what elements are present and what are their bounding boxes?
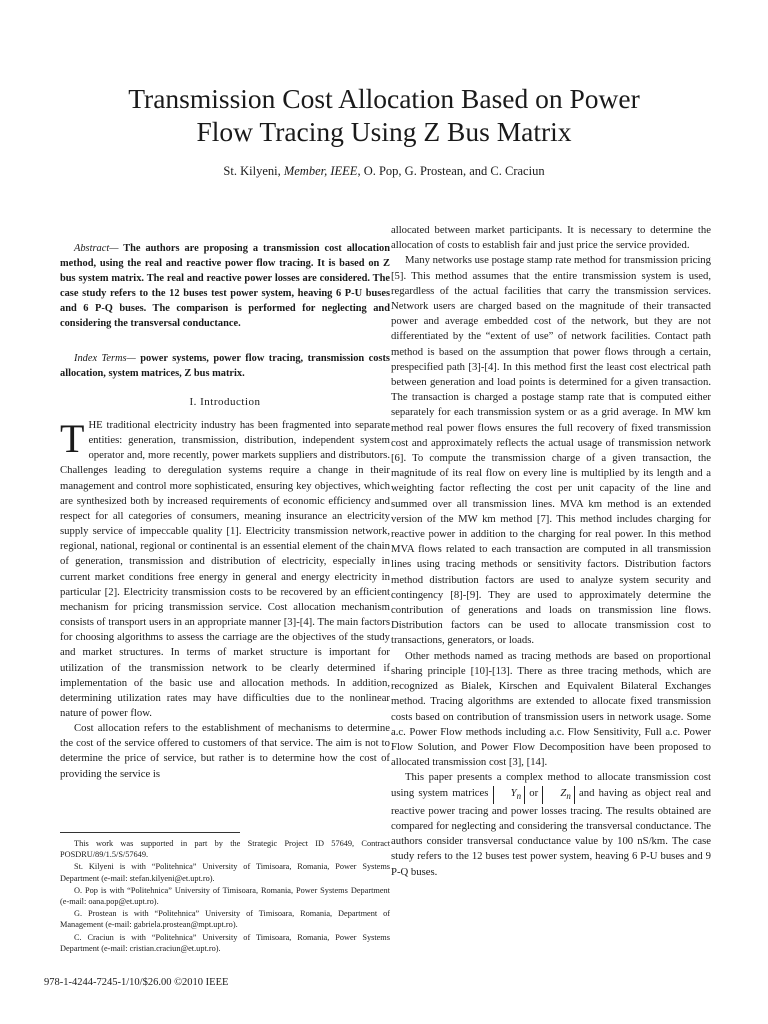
matrix-z-symbol bbox=[542, 786, 574, 804]
abstract bbox=[60, 242, 390, 331]
index-terms-label: Index Terms— bbox=[74, 353, 136, 364]
right-paragraph-3-or: or bbox=[525, 786, 543, 799]
matrix-y-symbol bbox=[493, 786, 525, 804]
authors-pre: St. Kilyeni, bbox=[223, 164, 284, 178]
intro-paragraph-1-text: HE traditional electricity industry has been fragmented into separate entities: generation, transmission, distribution, independent system operator and, more recently, power markets suppliers and distributors. Challenges leading to deregulation systems require a change in their management and control more sophisticated, ensuring key objectives, which are synthesized both by increased requirements of economic efficiency and respect for all categories of consumers, meaning insurance an electricity supply service of impeccable quality [1]. Electricity transmission network, regional, national, regional or continental is an essential element of the chain of generation, transmission and distribution of electricity, especially in current market conditions free energy in general and energy electricity in particular [2]. Electricity transmission costs to be recovered by an efficient mechanism for pricing transmission service. Cost allocation mechanism consists of transport users in an appropriate manner [3]-[4]. The main factors for choosing algorithms to assess the carriage are the objectives of the study and market structures. In terms of market structure is important for utilization of the transmission network to be clearly determined if implementation of the basic use and allocation methods. In addition, determining utilization rates may have difficulties due to the nonlinear nature of power flow. bbox=[60, 419, 390, 719]
footnote-kilyeni: St. Kilyeni is with “Politehnica” University of Timisoara, Romania, Power Systems Department (e-mail: stefan.kilyeni@et.upt.ro). bbox=[60, 862, 390, 883]
matrix-z-subscript: n bbox=[566, 790, 571, 801]
title-line-1: Transmission Cost Allocation Based on Power bbox=[128, 83, 640, 114]
matrix-z-letter: Z bbox=[560, 786, 567, 799]
title-line-2: Flow Tracing Using Z Bus Matrix bbox=[196, 116, 572, 147]
footnote-funding: This work was supported in part by the Strategic Project ID 57649, Contract POSDRU/89/1.5/S/57649. bbox=[60, 839, 390, 860]
drop-cap: T bbox=[60, 416, 85, 461]
paper-title bbox=[40, 82, 728, 148]
authors-post: , O. Pop, G. Prostean, and C. Craciun bbox=[357, 164, 545, 178]
introduction-body bbox=[60, 418, 390, 782]
abstract-label: Abstract— bbox=[74, 243, 119, 254]
matrix-y-subscript: n bbox=[516, 790, 522, 801]
right-paragraph-3 bbox=[391, 770, 711, 880]
footnote-divider bbox=[60, 832, 240, 833]
intro-paragraph-1 bbox=[60, 418, 390, 721]
footnotes bbox=[60, 838, 390, 955]
right-paragraph-2: Other methods named as tracing methods are based on proportional sharing principle [10]-[13]. There as three tracing methods, which are recognized as Bialek, Kirschen and Equivalent Bilateral Exchanges method. Tracing algorithms are extended to allocate fixed transmission costs based on contribution of transmission users in network usage. Some a.c. Power Flow methods including a.c. Flow Sensitivity, Full a.c. Power Flow Solution, and Power Flow Decomposition have been proposed to allocated transmission cost [3], [14]. bbox=[391, 649, 711, 769]
right-paragraph-1: Many networks use postage stamp rate method for transmission pricing [5]. This method assumes that the entire transmission system is used, regardless of the actual facilities that carry the transmission services. Network users are charged based on the magnitude of their transacted power and average embedded cost of the network, but they are not differentiated by the “extent of use” of network facilities. Contact path method is based on the assumption that power flows through a certain, prespecified path [3]-[4]. In this method first the least cost electrical path between generation and load points is determined for a given transaction. The transaction is charged a postage stamp rate that is computed either separately for each transmission system or as a grid average. In MW km method real power flows ensures the full recovery of fixed transmission cost and approximately reflects the actual usage of transmission network [6]. To compute the transmission charge of a given transaction, the magnitude of its real flow on every line is multiplied by its length and a weighting factor reflecting the cost per unit capacity of the line and summed over all transmission lines. MVA km method is an extended version of the MW km method [7]. This method includes charging for reactive power in addition to the charging for real power. In this method MVA flows related to each transaction are computed in all transmission lines using tracing methods or sensitivity factors. Distribution factors method distribution factors are used to analyze system security and contingency [8]-[9]. They are used to approximately determine the contribution of generations and loads on transmission line flows. Distribution factors can be used to allocate transmission cost to transactions, generators, or loads. bbox=[391, 254, 711, 647]
index-terms-text: power systems, power flow tracing, transmission costs allocation, system matrices, Z bus matrix. bbox=[60, 353, 390, 379]
intro-paragraph-2: Cost allocation refers to the establishment of mechanisms to determine the cost of the service offered to customers of that service. The aim is not to determine the price of service, but rather is to determine how the cost of providing the service is bbox=[60, 722, 390, 780]
right-paragraph-0: allocated between market participants. It is necessary to determine the allocation of costs to establish fair and just price the service provided. bbox=[391, 224, 711, 252]
index-terms bbox=[60, 352, 390, 382]
authors-member: Member, IEEE bbox=[283, 164, 358, 178]
abstract-text: The authors are proposing a transmission cost allocation method, using the real and reactive power flow tracing. It is based on Z bus system matrix. The real and reactive power losses are considered. The case study refers to the 12 buses test power system, heaving 6 P-U buses and 6 P-Q buses. The comparison is performed for neglecting and considering the transversal conductance. bbox=[60, 243, 390, 329]
right-paragraph-3a: This paper presents a complex method to allocate transmission cost using system matrices bbox=[391, 771, 711, 799]
footnote-pop: O. Pop is with “Politehnica” University of Timisoara, Romania, Power Systems Department (e-mail: oana.pop@et.upt.ro). bbox=[60, 885, 390, 907]
isbn-copyright: 978-1-4244-7245-1/10/$26.00 ©2010 IEEE bbox=[44, 977, 229, 988]
author-list bbox=[40, 164, 728, 179]
matrix-y-letter: Y bbox=[510, 786, 517, 799]
right-column bbox=[391, 223, 711, 880]
footnote-prostean: G. Prostean is with “Politehnica” University of Timisoara, Romania, Department of Management (e-mail: gabriela.prostean@mpt.upt.ro). bbox=[60, 909, 390, 930]
section-heading-introduction: I. Introduction bbox=[189, 396, 261, 408]
right-paragraph-3b: and having as object real and reactive power tracing and power losses tracing. The results obtained are compared for neglecting and considering the transversal conductance. The authors consider transversal conductance value by 100 nS/km. The case study refers to the 12 buses test power system, heaving 6 P-U buses and 9 P-Q buses. bbox=[391, 786, 711, 878]
footnote-craciun: C. Craciun is with “Politehnica” University of Timisoara, Romania, Power Systems Department (e-mail: cristian.craciun@et.upt.ro). bbox=[60, 932, 390, 953]
